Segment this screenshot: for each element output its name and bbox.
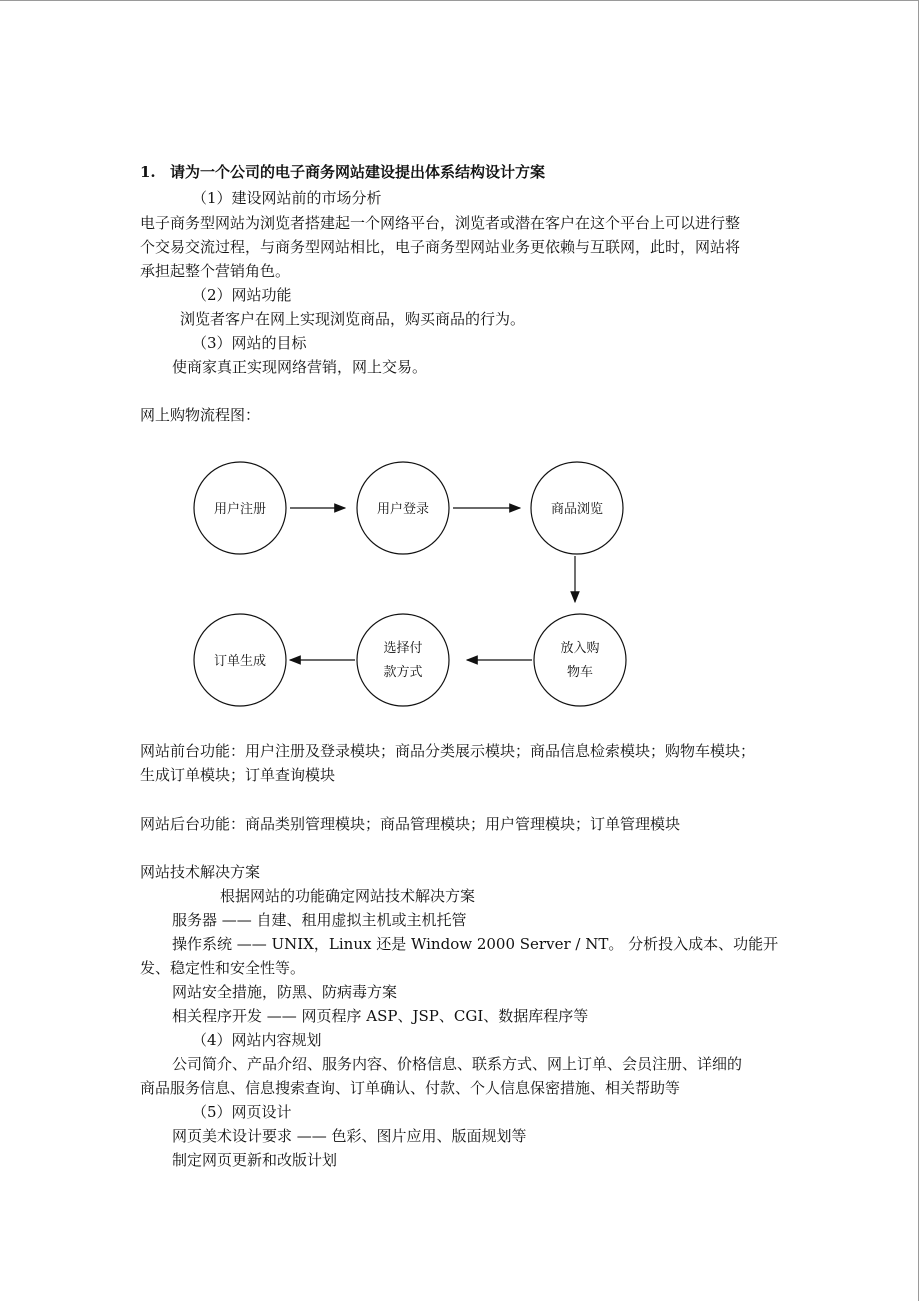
document-heading (140, 162, 545, 182)
flow-node-payment (357, 614, 449, 706)
section3-text: 使商家真正实现网络营销，网上交易。 (172, 358, 428, 376)
section5-line-1: 网页美术设计要求 —— 色彩、图片应用、版面规划等 (172, 1127, 527, 1145)
section1-line-2: 个交易交流过程，与商务型网站相比，电子商务型网站业务更依赖与互联网，此时，网站将 (140, 238, 741, 256)
tech-intro: 根据网站的功能确定网站技术解决方案 (220, 887, 476, 905)
flow-node-order-label: 订单生成 (213, 654, 267, 669)
frontend-line-2: 生成订单模块；订单查询模块 (140, 766, 336, 784)
section4-label: （4）网站内容规划 (192, 1031, 322, 1049)
flow-node-login-label: 用户登录 (376, 502, 430, 517)
section2-text: 浏览者客户在网上实现浏览商品，购买商品的行为。 (180, 310, 526, 328)
flow-node-cart (534, 614, 626, 706)
flow-node-cart-label-2: 物车 (566, 665, 594, 680)
heading-title: 请为一个公司的电子商务网站建设提出体系结构设计方案 (170, 163, 546, 181)
tech-server: 服务器 —— 自建、租用虚拟主机或主机托管 (172, 911, 467, 929)
section1-line-1: 电子商务型网站为浏览者搭建起一个网络平台，浏览者或潜在客户在这个平台上可以进行整 (140, 214, 741, 232)
flowchart-title: 网上购物流程图： (140, 406, 261, 424)
section2-label: （2）网站功能 (192, 286, 292, 304)
section5-line-2: 制定网页更新和改版计划 (172, 1151, 338, 1169)
section1-line-3: 承担起整个营销角色。 (140, 262, 291, 280)
shopping-flowchart (0, 450, 920, 710)
section5-label: （5）网页设计 (192, 1103, 292, 1121)
flow-node-cart-label-1: 放入购 (560, 641, 600, 656)
flow-node-order (194, 614, 286, 706)
flow-node-payment-label-2: 款方式 (383, 665, 423, 680)
flow-node-payment-label-1: 选择付 (383, 641, 423, 656)
backend-line: 网站后台功能：商品类别管理模块；商品管理模块；用户管理模块；订单管理模块 (140, 815, 681, 833)
heading-number: 1. (140, 163, 156, 181)
flow-node-register-label: 用户注册 (213, 502, 267, 517)
section4-line-2: 商品服务信息、信息搜索查询、订单确认、付款、个人信息保密措施、相关帮助等 (140, 1079, 681, 1097)
flow-node-browse-label: 商品浏览 (550, 502, 604, 517)
section1-label: （1）建设网站前的市场分析 (192, 189, 382, 207)
tech-security: 网站安全措施，防黑、防病毒方案 (172, 983, 398, 1001)
frontend-line-1: 网站前台功能：用户注册及登录模块；商品分类展示模块；商品信息检索模块；购物车模块； (140, 742, 756, 760)
flow-node-browse (531, 462, 623, 554)
tech-title: 网站技术解决方案 (140, 863, 261, 881)
section3-label: （3）网站的目标 (192, 334, 307, 352)
tech-os-line-1: 操作系统 —— UNIX，Linux 还是 Window 2000 Server / NT。 分析投入成本、功能开 (172, 935, 779, 953)
tech-os-line-2: 发、稳定性和安全性等。 (140, 959, 306, 977)
tech-dev: 相关程序开发 —— 网页程序 ASP、JSP、CGI、数据库程序等 (172, 1007, 589, 1025)
flow-node-login (357, 462, 449, 554)
section4-line-1: 公司简介、产品介绍、服务内容、价格信息、联系方式、网上订单、会员注册、详细的 (172, 1055, 743, 1073)
flow-node-register (194, 462, 286, 554)
